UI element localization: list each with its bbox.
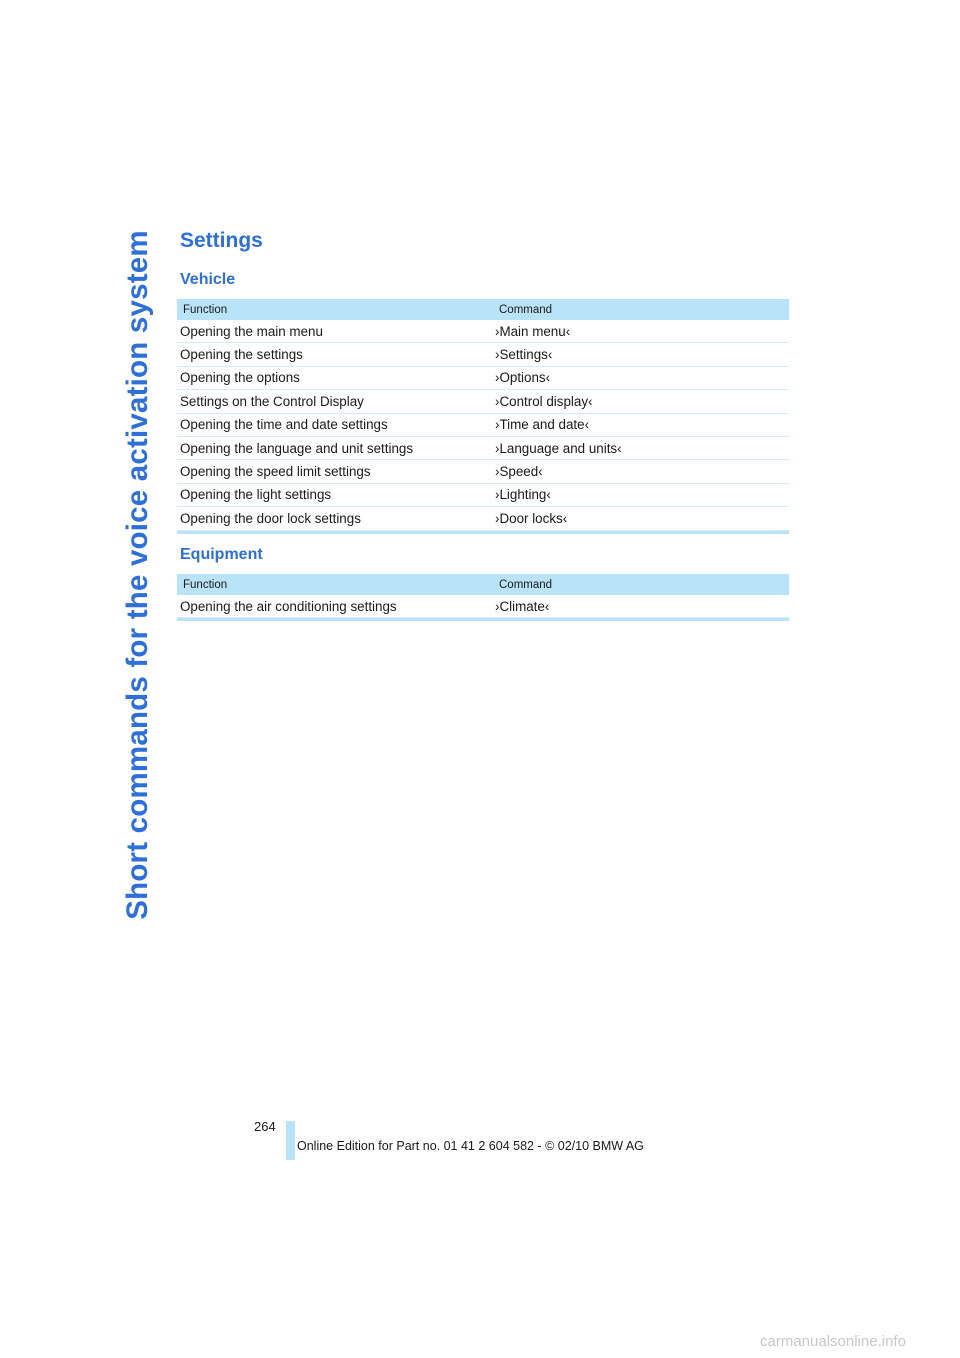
vehicle-table (177, 299, 789, 534)
command-cell: ›Main menu‹ (495, 323, 571, 339)
function-cell: Opening the time and date settings (180, 417, 388, 433)
table-row (177, 460, 789, 483)
equipment-heading: Equipment (180, 546, 263, 563)
command-cell: ›Speed‹ (495, 464, 543, 480)
footer-accent-bar (286, 1121, 295, 1160)
table-row (177, 343, 789, 366)
column-header-command: Command (499, 303, 553, 316)
footer-edition-note: Online Edition for Part no. 01 41 2 604 582 - © 02/10 BMW AG (297, 1139, 644, 1153)
function-cell: Opening the light settings (180, 487, 332, 503)
function-cell: Opening the speed limit settings (180, 464, 371, 480)
command-cell: ›Language and units‹ (495, 440, 622, 456)
table-bottom-rule (177, 531, 789, 534)
function-cell: Opening the door lock settings (180, 510, 361, 526)
table-bottom-rule (177, 618, 789, 621)
command-cell: ›Time and date‹ (495, 417, 590, 433)
table-row (177, 390, 789, 413)
table-row (177, 320, 789, 343)
command-cell: ›Settings‹ (495, 347, 553, 363)
table-row (177, 437, 789, 460)
table-row (177, 507, 789, 530)
function-cell: Settings on the Control Display (180, 393, 364, 409)
function-cell: Opening the main menu (180, 323, 323, 339)
command-cell: ›Lighting‹ (495, 487, 551, 503)
function-cell: Opening the language and unit settings (180, 440, 414, 456)
column-header-command: Command (499, 578, 553, 591)
function-cell: Opening the air conditioning settings (180, 598, 397, 614)
section-title: Settings (180, 229, 263, 252)
command-cell: ›Door locks‹ (495, 510, 568, 526)
function-cell: Opening the settings (180, 347, 303, 363)
table-row (177, 484, 789, 507)
column-header-function: Function (183, 303, 228, 316)
function-cell: Opening the options (180, 370, 300, 386)
command-cell: ›Control display‹ (495, 393, 593, 409)
side-chapter-title: Short commands for the voice activation system (121, 230, 154, 920)
page-number: 264 (254, 1119, 276, 1134)
equipment-table-header (177, 574, 789, 595)
table-row (177, 367, 789, 390)
table-row (177, 414, 789, 437)
watermark: carmanualsonline.info (760, 1333, 906, 1350)
vehicle-heading: Vehicle (180, 271, 236, 288)
column-header-function: Function (183, 578, 228, 591)
vehicle-table-header (177, 299, 789, 320)
equipment-table (177, 574, 789, 621)
command-cell: ›Options‹ (495, 370, 551, 386)
table-row (177, 595, 789, 618)
command-cell: ›Climate‹ (495, 598, 550, 614)
